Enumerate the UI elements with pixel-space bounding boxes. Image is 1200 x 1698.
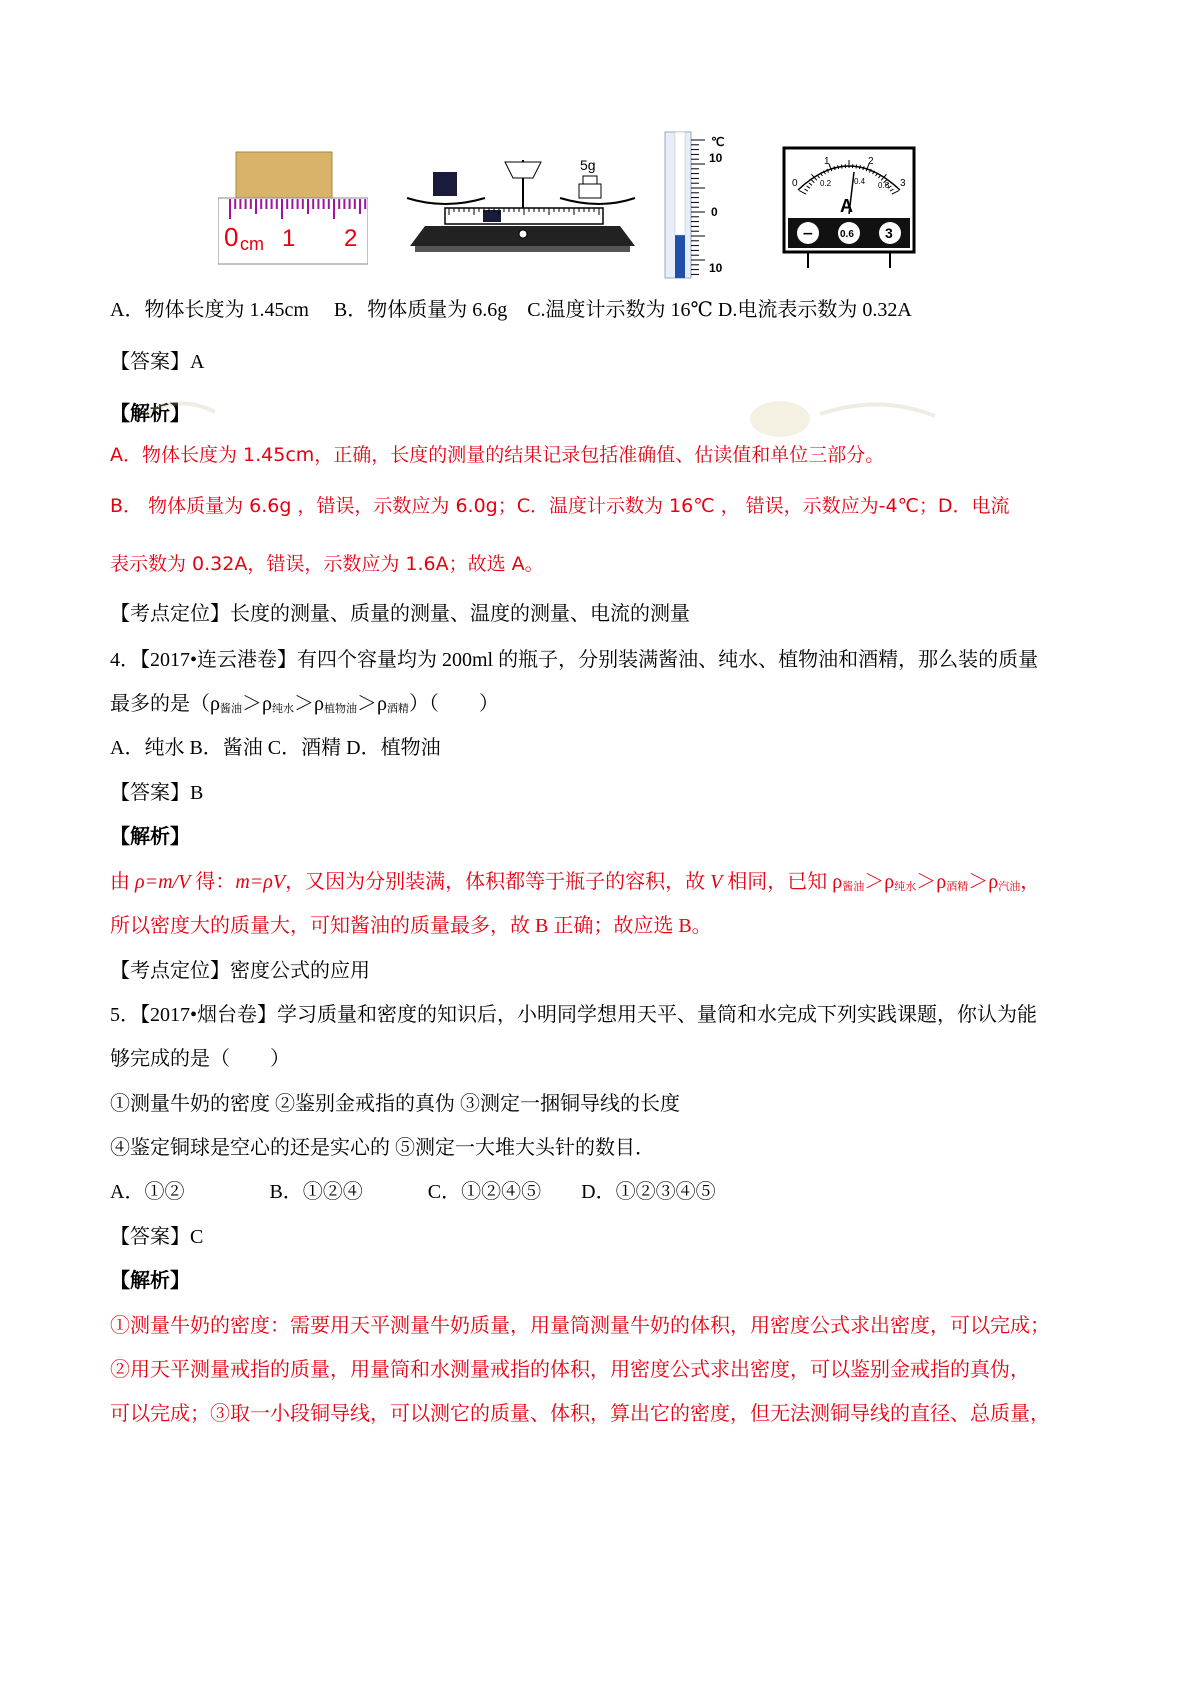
q3-kaodian-text: 【考点定位】长度的测量、质量的测量、温度的测量、电流的测量 [110,603,690,625]
q5-items-1: ①测量牛奶的密度 ②鉴别金戒指的真伪 ③测定一捆铜导线的长度 [110,1093,680,1115]
thermo-label-bot: 10 [709,261,723,275]
q4-an-gt-3: ＞ρ [968,871,999,893]
ammeter-scale-2: 2 [868,156,874,167]
ammeter-scale-0: 0 [792,178,798,189]
ammeter-terminal-06: 0.6 [840,229,854,240]
q4-an-sub-4: 汽油 [998,881,1021,893]
q3-analysis-3: 表示数为 0.32A，错误，示数应为 1.6A；故选 A。 [110,553,544,575]
q4-kaodian: 【考点定位】密度公式的应用 [110,960,370,982]
q4-gt-2: ＞ρ [293,693,324,715]
ruler-label-2: 2 [344,225,358,252]
q4-stem-2 [110,690,1120,723]
q4-an-sub-2: 纯水 [894,881,917,893]
q4-stem-1: 4．【2017•连云港卷】有四个容量均为 200ml 的瓶子，分别装满酱油、纯水、植物油和酒精，那么装的质量 [110,649,1039,671]
q4-options: A．纯水 B．酱油 C．酒精 D．植物油 [110,737,441,759]
q4-gt-3: ＞ρ [356,693,387,715]
q3-options: A．物体长度为 1.45cm B．物体质量为 6.6g C.温度计示数为 16℃ D.电流表示数为 0.32A [110,299,912,321]
q4-stem-suffix: ）（ ） [408,693,499,715]
watermark-graphic [140,394,220,424]
thermo-label-mid: 0 [711,205,718,219]
q5-analysis-1: ①测量牛奶的密度：需要用天平测量牛奶质量，用量筒测量牛奶的体积，用密度公式求出密度，可以完成； [110,1315,1050,1337]
ammeter-scale-1: 1 [824,156,830,167]
q4-sub-alcohol: 酒精 [386,703,409,715]
watermark-graphic-2 [740,394,940,444]
q4-sub-vegoil: 植物油 [323,703,357,715]
q4-sub-water: 纯水 [271,703,294,715]
ammeter-terminal-neg: − [802,226,814,242]
q3-analysis-label: 【解析】 [110,403,190,425]
q5-stem-2: 够完成的是（ ） [110,1048,290,1070]
q3-analysis-1: A．物体长度为 1.45cm，正确，长度的测量的结果记录包括准确值、估读值和单位三部分。 [110,444,885,466]
ammeter-tick [841,165,842,169]
q4-an-sub-3: 酒精 [946,881,969,893]
ammeter-terminal-3: 3 [885,225,893,241]
q4-analysis-2: 所以密度大的质量大，可知酱油的质量最多，故 B 正确；故应选 B。 [110,915,712,937]
q4-an-gt-1: ＞ρ [864,871,895,893]
ammeter-inner-04: 0.4 [854,177,866,186]
balance-weight-label: 5g [580,157,596,173]
thermometer-figure [655,130,735,280]
q4-analysis-label: 【解析】 [110,826,190,848]
ammeter-tick [856,165,857,169]
q4-an-a: 由 [110,871,135,893]
q5-answer: 【答案】C [110,1226,204,1248]
ammeter-inner-06: 0.6 [878,181,890,190]
q4-gt-1: ＞ρ [241,693,272,715]
q4-an-d: 相同，已知 ρ [722,871,843,893]
q3-analysis-2: B． 物体质量为 6.6g ，错误，示数应为 6.0g；C．温度计示数为 16℃ ， 错误，示数应为-4℃；D．电流 [110,495,1010,517]
ammeter-inner-02: 0.2 [820,179,832,188]
q5-stem-1: 5．【2017•烟台卷】学习质量和密度的知识后，小明同学想用天平、量筒和水完成下列实践课题，你认为能 [110,1004,1038,1026]
ruler-figure [218,150,368,266]
q4-rho-prefix: 最多的是（ρ [110,693,220,715]
ammeter-scale-3: 3 [900,178,906,189]
q3-answer: 【答案】A [110,351,205,373]
ruler-label-1: 1 [282,225,296,252]
q5-items-2: ④鉴定铜球是空心的还是实心的 ⑤测定一大堆大头针的数目． [110,1137,655,1159]
q4-an-end: ， [1020,871,1041,893]
q4-formula-2: m=ρV [235,871,286,893]
ruler-label-0: 0 [224,222,239,252]
q5-analysis-3: 可以完成；③取一小段铜导线，可以测它的质量、体积，算出它的密度，但无法测铜导线的直径、总质量， [110,1403,1050,1425]
q4-formula-1: ρ=m/V [135,871,191,893]
q3-kaodian [110,600,1120,628]
q5-analysis-2: ②用天平测量戒指的质量，用量筒和水测量戒指的体积，用密度公式求出密度，可以鉴别金戒指的真伪， [110,1359,1030,1381]
q5-analysis-label: 【解析】 [110,1270,190,1292]
ammeter-symbol: A [840,196,853,216]
q4-an-gt-2: ＞ρ [916,871,947,893]
thermo-unit: ℃ [711,135,725,149]
q4-an-v: V [710,871,723,893]
q4-an-b: 得： [190,871,236,893]
q4-sub-soy: 酱油 [219,703,242,715]
balance-figure [405,150,640,260]
q5-options: A．①② B．①②④ C．①②④⑤ D．①②③④⑤ [110,1181,716,1203]
ruler-label-cm: cm [240,234,264,254]
ammeter-figure [780,146,920,271]
q4-answer: 【答案】B [110,782,204,804]
q4-analysis-1 [110,868,1120,901]
q4-an-c: ，又因为分别装满，体积都等于瓶子的容积，故 [285,871,711,893]
thermo-label-top: 10 [709,151,723,165]
q4-an-sub-1: 酱油 [842,881,865,893]
